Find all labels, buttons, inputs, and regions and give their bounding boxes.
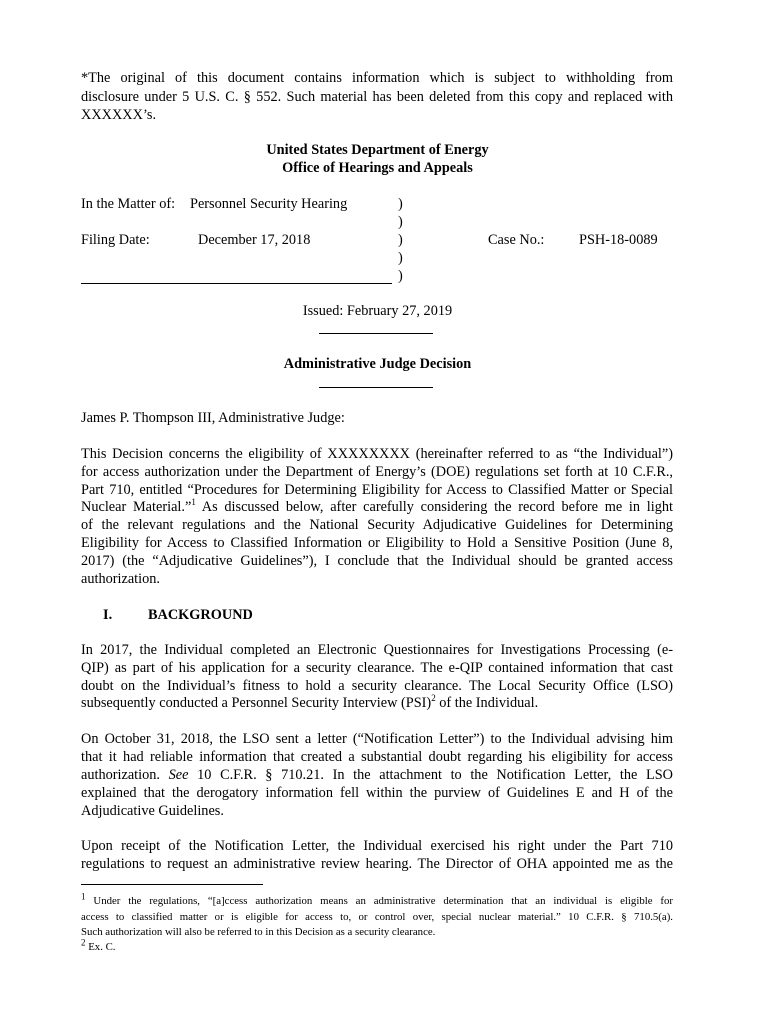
intro-line: for access authorization under the Department of Energy’s (DOE) regulations set forth at 10 C.F.R., — [81, 464, 673, 480]
notice-line-3: XXXXXX’s. — [81, 107, 157, 123]
notification-line — [81, 767, 673, 784]
decision-title: Administrative Judge Decision — [283, 356, 472, 372]
notification-line: explained that the derogatory information fell within the purview of Guidelines E and H of the — [81, 785, 673, 801]
background-line — [81, 695, 538, 712]
footnote-2-line — [81, 937, 116, 953]
footnote-2-text: Ex. C. — [88, 941, 116, 953]
divider — [319, 333, 433, 334]
footnote-1-text: Under the regulations, “[a]ccess authorization means an administrative determination that an individual is eligible for — [93, 895, 673, 907]
issued-date: Issued: February 27, 2019 — [302, 303, 453, 319]
matter-value: Personnel Security Hearing — [190, 196, 348, 212]
caption-paren: ) — [398, 268, 403, 284]
divider — [319, 387, 433, 388]
footnote-1-mark: 1 — [81, 891, 86, 902]
intro-line: This Decision concerns the eligibility of XXXXXXXX (hereinafter referred to as “the Individual”) — [81, 446, 673, 462]
intro-line: of the relevant regulations and the National Security Adjudicative Guidelines for Determining — [81, 517, 673, 533]
intro-line: Part 710, entitled “Procedures for Determining Eligibility for Access to Classified Matter or Special — [81, 482, 673, 498]
footnote-ref-2: 2 — [431, 693, 436, 704]
intro-line — [81, 499, 673, 516]
notification-line: On October 31, 2018, the LSO sent a letter (“Notification Letter”) to the Individual advising him — [81, 731, 673, 747]
hearing-line: regulations to request an administrative review hearing. The Director of OHA appointed me as the — [81, 856, 673, 872]
section-title: BACKGROUND — [148, 607, 253, 623]
caption-underline — [81, 283, 392, 284]
notification-text: authorization. — [81, 767, 161, 783]
matter-label: In the Matter of: — [81, 196, 176, 212]
intro-line: Eligibility for Access to Classified Information or Eligibility to Hold a Sensitive Position (June 8, — [81, 535, 673, 551]
notification-text: 10 C.F.R. § 710.21. In the attachment to the Notification Letter, the LSO — [197, 767, 674, 783]
intro-line: 2017) (the “Adjudicative Guidelines”), I conclude that the Individual should be granted access — [81, 553, 673, 569]
agency-office: Office of Hearings and Appeals — [282, 160, 473, 176]
notification-line: that it had reliable information that created a substantial doubt regarding his eligibility for access — [81, 749, 673, 765]
case-number-label: Case No.: — [488, 232, 545, 248]
filing-date-label: Filing Date: — [81, 232, 150, 248]
background-text: subsequently conducted a Personnel Security Interview (PSI) — [81, 695, 432, 711]
notification-line: Adjudicative Guidelines. — [81, 803, 224, 819]
footnote-1-line: access to classified matter or is eligible for access to, or control over, special nuclear material.” 10 C.F.R. § 710.5(a). — [81, 911, 673, 923]
footnote-1-line: Such authorization will also be referred to in this Decision as a security clearance. — [81, 926, 436, 938]
filing-date-value: December 17, 2018 — [198, 232, 311, 248]
footnote-2-mark: 2 — [81, 937, 86, 948]
intro-text: As discussed below, after carefully considering the record before me in light — [195, 499, 673, 515]
judge-line: James P. Thompson III, Administrative Judge: — [81, 410, 345, 426]
section-number: I. — [103, 607, 113, 623]
caption-paren: ) — [398, 250, 403, 266]
intro-line: authorization. — [81, 571, 161, 587]
caption-paren: ) — [398, 196, 403, 212]
see-signal: See — [168, 767, 189, 783]
footnote-1-line — [81, 891, 673, 907]
notice-line-1: *The original of this document contains information which is subject to withholding from — [81, 70, 673, 86]
notice-line-2: disclosure under 5 U.S. C. § 552. Such material has been deleted from this copy and replaced with — [81, 89, 673, 105]
footnote-ref-1: 1 — [191, 497, 196, 508]
caption-paren: ) — [398, 214, 403, 230]
background-text: of the Individual. — [435, 695, 539, 711]
hearing-line: Upon receipt of the Notification Letter, the Individual exercised his right under the Part 710 — [81, 838, 673, 854]
agency-title: United States Department of Energy — [266, 142, 489, 158]
footnote-separator — [81, 884, 263, 885]
background-line: doubt on the Individual’s fitness to hold a security clearance. The Local Security Office (LSO) — [81, 678, 673, 694]
background-line: QIP) as part of his application for a security clearance. The e-QIP contained information that cast — [81, 660, 673, 676]
background-line: In 2017, the Individual completed an Electronic Questionnaires for Investigations Processing (e- — [81, 642, 673, 658]
caption-paren: ) — [398, 232, 403, 248]
case-number-value: PSH-18-0089 — [579, 232, 658, 248]
intro-text: Nuclear Material.” — [81, 499, 192, 515]
